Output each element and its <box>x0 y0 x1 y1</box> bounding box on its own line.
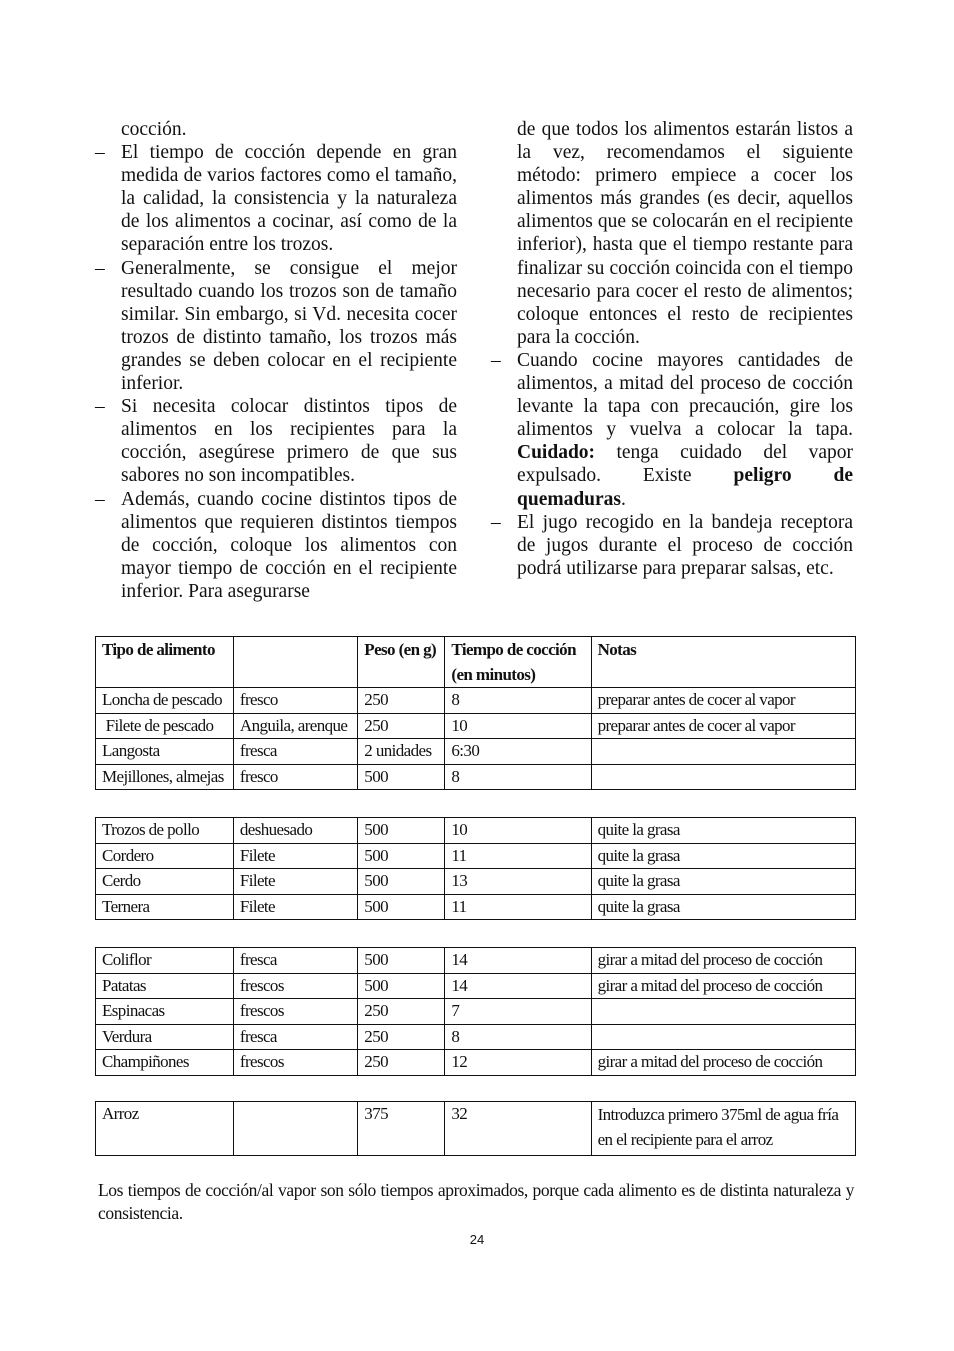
header-food-type: Tipo de alimento <box>96 637 234 688</box>
cell-weight: 2 unidades <box>358 739 445 765</box>
cooking-table-fish <box>95 636 856 790</box>
cell-food: Mejillones, almejas <box>96 764 234 790</box>
cell-variety: fresca <box>233 739 357 765</box>
cell-food: Langosta <box>96 739 234 765</box>
cell-weight: 250 <box>358 713 445 739</box>
header-weight: Peso (en g) <box>358 637 445 688</box>
cell-notes <box>591 764 855 790</box>
table-header-row <box>96 637 856 688</box>
header-notes: Notas <box>591 637 855 688</box>
table-row <box>96 894 856 920</box>
paragraph: cocción. <box>121 119 187 140</box>
cell-food: Trozos de pollo <box>96 818 234 844</box>
table-row <box>96 713 856 739</box>
cell-notes: quite la grasa <box>591 818 855 844</box>
cell-notes: quite la grasa <box>591 894 855 920</box>
table-row <box>96 764 856 790</box>
cell-weight: 500 <box>358 869 445 895</box>
cooking-table-rice <box>95 1101 856 1156</box>
table-row <box>96 999 856 1025</box>
table-row <box>96 1102 856 1156</box>
table-row <box>96 1050 856 1076</box>
cell-notes <box>591 999 855 1025</box>
paragraph: de que todos los alimentos estarán listos a la vez, recomendamos el siguiente método: primero empiece a cocer los alimentos más grandes (es decir, aquellos alimentos que se colocarán en el recipiente inferior), hasta que el tiempo restante para finalizar su cocción coincida con el tiempo necesario para cocer el resto de alimentos; coloque entonces el resto de recipientes para la cocción. <box>517 119 853 348</box>
cell-notes <box>591 739 855 765</box>
header-cooking-time: Tiempo de cocción (en minutos) <box>445 637 591 688</box>
cell-variety: frescos <box>233 999 357 1025</box>
cell-weight: 250 <box>358 688 445 714</box>
cell-notes: Introduzca primero 375ml de agua fría en el recipiente para el arroz <box>591 1102 855 1156</box>
cell-notes: preparar antes de cocer al vapor <box>591 688 855 714</box>
cell-time: 14 <box>445 948 591 974</box>
bullet-paragraph: – El tiempo de cocción depende en gran medida de varios factores como el tamaño, la calidad, la consistencia y la naturaleza de los alimentos a cocinar, así como de la separación entre los trozos. <box>121 141 457 256</box>
bullet-paragraph: – Además, cuando cocine distintos tipos de alimentos que requieren distintos tiempos de cocción, coloque los alimentos con mayor tiempo de cocción en el recipiente inferior. Para asegurarse <box>121 488 457 603</box>
table-row <box>96 1024 856 1050</box>
cell-time: 7 <box>445 999 591 1025</box>
table-row <box>96 688 856 714</box>
cell-food: Champiñones <box>96 1050 234 1076</box>
cooking-table-meat <box>95 817 856 920</box>
cell-food: Cerdo <box>96 869 234 895</box>
table-row <box>96 973 856 999</box>
cell-variety: deshuesado <box>233 818 357 844</box>
left-text-column <box>121 118 457 603</box>
cell-variety <box>233 1102 357 1156</box>
table-row <box>96 843 856 869</box>
cell-food: Loncha de pescado <box>96 688 234 714</box>
cell-variety: fresca <box>233 1024 357 1050</box>
footnote: Los tiempos de cocción/al vapor son sólo tiempos aproximados, porque cada alimento es de distinta naturaleza y consistencia. <box>98 1180 854 1223</box>
cell-variety: fresco <box>233 764 357 790</box>
cell-weight: 250 <box>358 1050 445 1076</box>
cell-variety: fresco <box>233 688 357 714</box>
cell-time: 10 <box>445 713 591 739</box>
cell-time: 11 <box>445 894 591 920</box>
cell-weight: 500 <box>358 948 445 974</box>
bullet-paragraph: – Si necesita colocar distintos tipos de alimentos en los recipientes para la cocción, asegúrese primero de que sus sabores no son incompatibles. <box>121 395 457 487</box>
cell-weight: 500 <box>358 764 445 790</box>
cell-time: 32 <box>445 1102 591 1156</box>
table-row <box>96 948 856 974</box>
cooking-table-vegetables <box>95 947 856 1076</box>
cell-time: 11 <box>445 843 591 869</box>
table-row <box>96 869 856 895</box>
cell-time: 13 <box>445 869 591 895</box>
cell-time: 8 <box>445 1024 591 1050</box>
cell-food: Ternera <box>96 894 234 920</box>
danger-warning: peligro de quemaduras <box>517 465 853 510</box>
cell-food: Espinacas <box>96 999 234 1025</box>
cell-weight: 500 <box>358 973 445 999</box>
cell-weight: 500 <box>358 843 445 869</box>
header-variety <box>233 637 357 688</box>
caution-label: Cuidado: <box>517 442 596 464</box>
cell-time: 10 <box>445 818 591 844</box>
cell-weight: 500 <box>358 894 445 920</box>
cell-food: Patatas <box>96 973 234 999</box>
bullet-paragraph-caution <box>517 349 853 511</box>
bullet-paragraph: – Generalmente, se consigue el mejor resultado cuando los trozos son de tamaño similar. Sin embargo, si Vd. necesita cocer trozos de distinto tamaño, los trozos más grandes se deben colocar en el recipiente inferior. <box>121 257 457 396</box>
right-text-column <box>517 118 853 580</box>
cell-food: Arroz <box>96 1102 234 1156</box>
cell-notes: girar a mitad del proceso de cocción <box>591 1050 855 1076</box>
table-row <box>96 739 856 765</box>
paragraph-text: Cuando cocine mayores cantidades de alimentos, a mitad del proceso de cocción levante la tapa con precaución, gire los alimentos y vuelva a colocar la tapa. <box>517 349 853 441</box>
cell-variety: Anguila, arenque <box>233 713 357 739</box>
cell-time: 12 <box>445 1050 591 1076</box>
table-row <box>96 818 856 844</box>
cell-food: Cordero <box>96 843 234 869</box>
cell-variety: frescos <box>233 973 357 999</box>
sentence-end: . <box>621 488 626 510</box>
cell-time: 6:30 <box>445 739 591 765</box>
cell-notes: quite la grasa <box>591 869 855 895</box>
cell-notes: girar a mitad del proceso de cocción <box>591 948 855 974</box>
cell-notes: preparar antes de cocer al vapor <box>591 713 855 739</box>
cell-variety: fresca <box>233 948 357 974</box>
cell-variety: Filete <box>233 843 357 869</box>
cell-variety: Filete <box>233 869 357 895</box>
cell-time: 8 <box>445 764 591 790</box>
cell-food: Filete de pescado <box>96 713 234 739</box>
cell-notes <box>591 1024 855 1050</box>
cell-weight: 250 <box>358 999 445 1025</box>
cell-notes: girar a mitad del proceso de cocción <box>591 973 855 999</box>
cell-food: Coliflor <box>96 948 234 974</box>
cell-notes: quite la grasa <box>591 843 855 869</box>
cell-variety: frescos <box>233 1050 357 1076</box>
cell-weight: 375 <box>358 1102 445 1156</box>
bullet-paragraph: – El jugo recogido en la bandeja receptora de jugos durante el proceso de cocción podrá utilizarse para preparar salsas, etc. <box>517 511 853 580</box>
cell-time: 8 <box>445 688 591 714</box>
cell-food: Verdura <box>96 1024 234 1050</box>
cell-time: 14 <box>445 973 591 999</box>
cell-variety: Filete <box>233 894 357 920</box>
page-number: 24 <box>469 1232 485 1247</box>
cell-weight: 250 <box>358 1024 445 1050</box>
caution-text: tenga cuidado del vapor expulsado. Existe <box>517 442 853 487</box>
cell-weight: 500 <box>358 818 445 844</box>
